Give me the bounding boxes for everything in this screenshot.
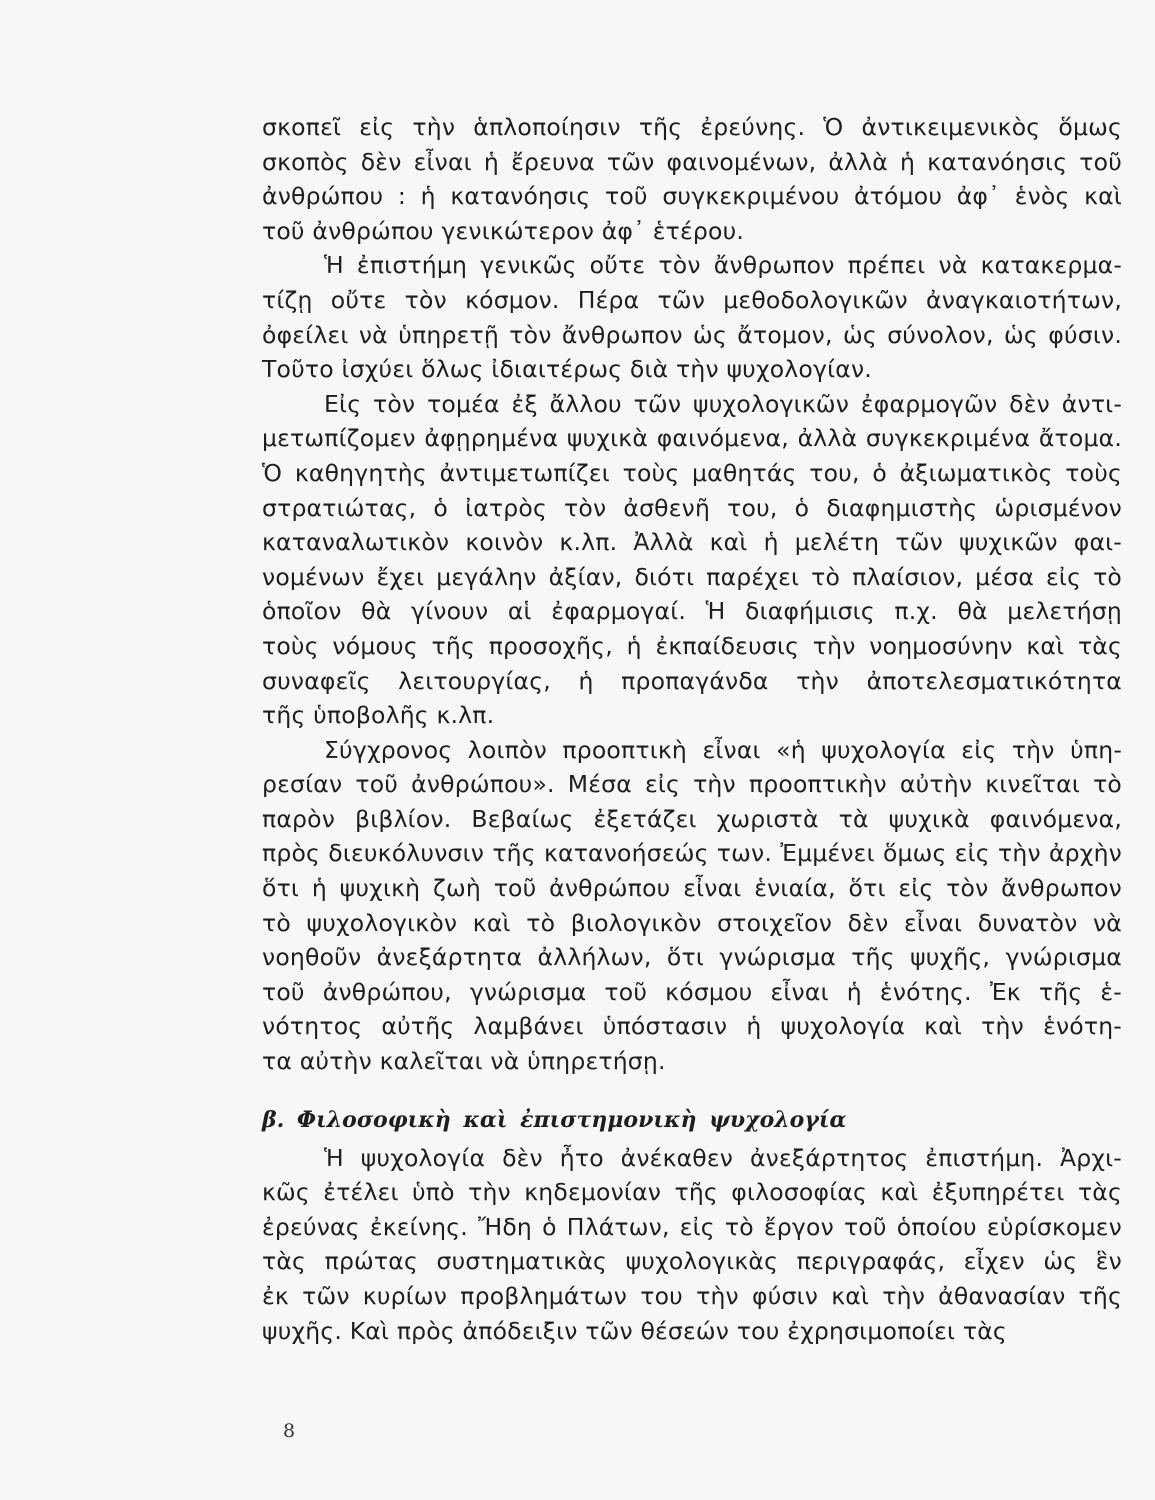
text-line: τα αὐτὴν καλεῖται νὰ ὑπηρετήσῃ.: [262, 1047, 666, 1076]
text-line: νοηθοῦν ἀνεξάρτητα ἀλλήλων, ὅτι γνώρισμα τῆς ψυχῆς, γνώρισμα: [262, 943, 1122, 972]
text-line: νότητος αὐτῆς λαμβάνει ὑπόστασιν ἡ ψυχολογία καὶ τὴν ἑνότη-: [262, 1012, 1122, 1041]
text-line: τῆς ὑποβολῆς κ.λπ.: [262, 701, 495, 730]
text-line: ἐκ τῶν κυρίων προβλημάτων του τὴν φύσιν καὶ τὴν ἀθανασίαν τῆς: [262, 1282, 1122, 1310]
text-line: ὅτι ἡ ψυχικὴ ζωὴ τοῦ ἀνθρώπου εἶναι ἑνιαία, ὅτι εἰς τὸν ἄνθρωπον: [262, 874, 1122, 903]
text-line: τοὺς νόμους τῆς προσοχῆς, ἡ ἐκπαίδευσις τὴν νοημοσύνην καὶ τὰς: [262, 631, 1122, 660]
text-line: Σύγχρονος λοιπὸν προοπτικὴ εἶναι «ἡ ψυχολογία εἰς τὴν ὑπη-: [324, 735, 1122, 764]
text-block: [262, 110, 1122, 1348]
page-number: 8: [283, 1420, 296, 1442]
text-line: τὰς πρώτας συστηματικὰς ψυχολογικὰς περιγραφάς, εἶχεν ὡς ἓν: [262, 1247, 1122, 1276]
paragraph: [262, 387, 1122, 733]
text-line: ἐρεύνας ἐκείνης. Ἤδη ὁ Πλάτων, εἰς τὸ ἔργον τοῦ ὁποίου εὑρίσκομεν: [262, 1212, 1122, 1241]
text-line: μετωπίζομεν ἀφῃρημένα ψυχικὰ φαινόμενα, ἀλλὰ συγκεκριμένα ἄτομα.: [262, 424, 1122, 453]
text-line: Ὁ καθηγητὴς ἀντιμετωπίζει τοὺς μαθητάς του, ὁ ἀξιωματικὸς τοὺς: [262, 458, 1122, 487]
paragraph: [262, 248, 1122, 386]
body-paragraphs: [262, 110, 1122, 1079]
text-line: τίζῃ οὔτε τὸν κόσμον. Πέρα τῶν μεθοδολογικῶν ἀναγκαιοτήτων,: [262, 285, 1122, 314]
text-line: Τοῦτο ἰσχύει ὅλως ἰδιαιτέρως διὰ τὴν ψυχολογίαν.: [262, 355, 872, 384]
text-line: ἀνθρώπου : ἡ κατανόησις τοῦ συγκεκριμένου ἀτόμου ἀφ᾽ ἑνὸς καὶ: [262, 182, 1122, 211]
text-line: παρὸν βιβλίον. Βεβαίως ἐξετάζει χωριστὰ τὰ ψυχικὰ φαινόμενα,: [262, 804, 1122, 833]
text-line: πρὸς διευκόλυνσιν τῆς κατανοήσεώς των. Ἐμμένει ὅμως εἰς τὴν ἀρχὴν: [262, 839, 1122, 868]
text-line: ὁποῖον θὰ γίνουν αἱ ἐφαρμογαί. Ἡ διαφήμισις π.χ. θὰ μελετήσῃ: [262, 597, 1122, 626]
text-line: Ἡ ἐπιστήμη γενικῶς οὔτε τὸν ἄνθρωπον πρέπει νὰ κατακερμα-: [324, 251, 1122, 280]
text-line: νομένων ἔχει μεγάλην ἀξίαν, διότι παρέχει τὸ πλαίσιον, μέσα εἰς τὸ: [262, 562, 1122, 591]
section-paragraphs: [262, 1141, 1122, 1349]
text-line: κῶς ἐτέλει ὑπὸ τὴν κηδεμονίαν τῆς φιλοσοφίας καὶ ἐξυπηρέτει τὰς: [262, 1178, 1122, 1207]
text-line: ὀφείλει νὰ ὑπηρετῇ τὸν ἄνθρωπον ὡς ἄτομον, ὡς σύνολον, ὡς φύσιν.: [262, 320, 1122, 349]
text-line: τοῦ ἀνθρώπου, γνώρισμα τοῦ κόσμου εἶναι ἡ ἑνότης. Ἐκ τῆς ἑ-: [262, 977, 1122, 1006]
paragraph: [262, 1141, 1122, 1349]
text-line: σκοπεῖ εἰς τὴν ἁπλοποίησιν τῆς ἐρεύνης. Ὁ ἀντικειμενικὸς ὅμως: [262, 113, 1122, 141]
text-line: συναφεῖς λειτουργίας, ἡ προπαγάνδα τὴν ἀποτελεσματικότητα: [262, 666, 1122, 695]
text-line: ρεσίαν τοῦ ἀνθρώπου». Μέσα εἰς τὴν προοπτικὴν αὐτὴν κινεῖται τὸ: [262, 770, 1122, 799]
text-line: ψυχῆς. Καὶ πρὸς ἀπόδειξιν τῶν θέσεών του ἐχρησιμοποίει τὰς: [262, 1316, 1007, 1345]
text-line: Εἰς τὸν τομέα ἐξ ἄλλου τῶν ψυχολογικῶν ἐφαρμογῶν δὲν ἀντι-: [324, 389, 1122, 418]
text-line: τοῦ ἀνθρώπου γενικώτερον ἀφ᾽ ἑτέρου.: [262, 216, 745, 245]
paragraph: [262, 110, 1122, 248]
text-line: τὸ ψυχολογικὸν καὶ τὸ βιολογικὸν στοιχεῖον δὲν εἶναι δυνατὸν νὰ: [262, 908, 1122, 937]
paragraph: [262, 733, 1122, 1079]
text-line: στρατιώτας, ὁ ἰατρὸς τὸν ἀσθενῆ του, ὁ διαφημιστὴς ὡρισμένον: [262, 493, 1122, 522]
text-line: σκοπὸς δὲν εἶναι ἡ ἔρευνα τῶν φαινομένων, ἀλλὰ ἡ κατανόησις τοῦ: [262, 147, 1122, 176]
text-line: καταναλωτικὸν κοινὸν κ.λπ. Ἀλλὰ καὶ ἡ μελέτη τῶν ψυχικῶν φαι-: [262, 528, 1122, 557]
text-line: Ἡ ψυχολογία δὲν ἦτο ἀνέκαθεν ἀνεξάρτητος ἐπιστήμη. Ἀρχι-: [324, 1143, 1122, 1172]
section-heading: β. Φιλοσοφικὴ καὶ ἐπιστημονικὴ ψυχολογία: [262, 1106, 847, 1133]
